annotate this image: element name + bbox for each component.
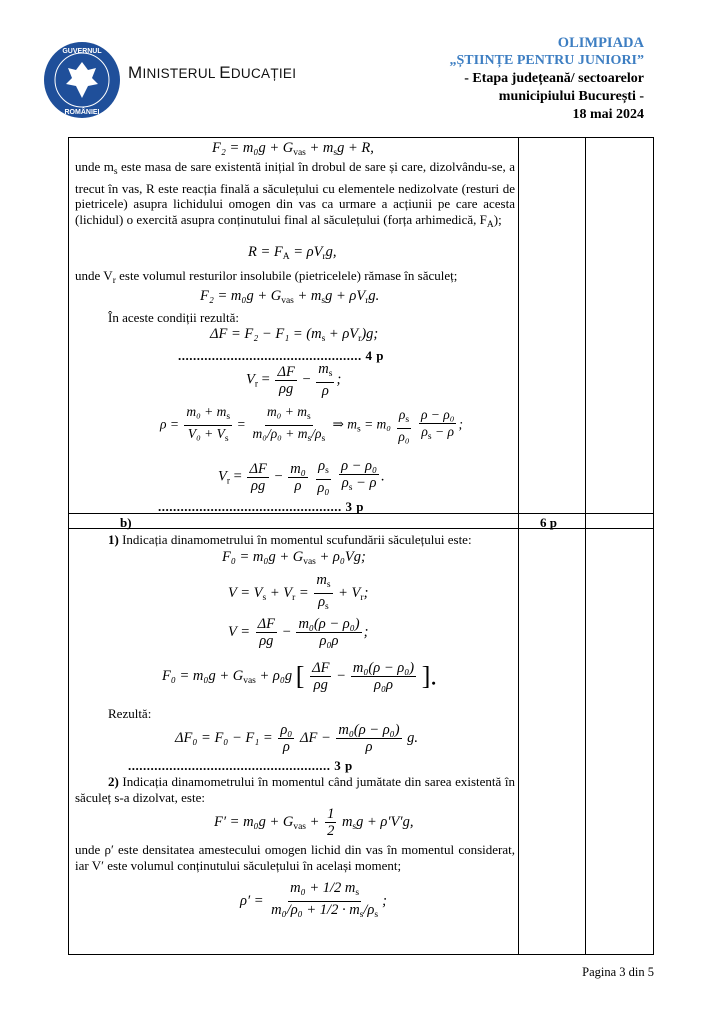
equation-f-prime: $F' = m_0g + G_{vas}$ + $\frac{1}{2}$ $m_sg + \rho'V'g$,	[214, 806, 414, 839]
paragraph-mixture-density: unde ρ′ este densitatea amestecului omogen lichid din vas în momentul considerat, iar V′ este volumul conținutului săculețului în același moment;	[75, 842, 515, 873]
exam-date: 18 mai 2024	[572, 107, 644, 122]
stage-line-1: - Etapa județeană/ sectoarelor	[464, 71, 644, 86]
equation-delta-f0: ΔF₀ = F₀ − F₁ = $\frac{\text{ρ₀}}{\rho}$ ΔF − $\frac{\text{m₀(ρ − ρ₀)}}{\rho}$ g.	[175, 722, 419, 755]
row-points-b: 6 p	[540, 515, 557, 530]
text-in-these-conditions: În aceste condiții rezultă:	[108, 310, 240, 325]
table-border-bottom	[68, 954, 654, 955]
svg-text:GUVERNUL: GUVERNUL	[62, 48, 102, 55]
equation-f2-full: $F_2 = m_0g + G_{vas} + m_sg + \rho V_rg$.	[200, 288, 380, 306]
paragraph-dynamometer-immersion: 1) Indicația dinamometrului în momentul scufundării săculețului este:	[108, 532, 472, 547]
equation-delta-f: $\Delta F = F_2 - F_1 = (m_s + \rho V_r)g$;	[210, 326, 379, 344]
government-seal-logo	[42, 40, 122, 120]
ministry-name: MINISTERUL EDUCAȚIEI	[128, 63, 297, 82]
page-number: Pagina 3 din 5	[582, 965, 654, 979]
table-border-top	[68, 137, 654, 138]
table-border-right	[653, 137, 654, 955]
text-result: Rezultă:	[108, 706, 152, 721]
equation-density-rho: ρ = $\frac{m_0 + m_s}{V_0 + V_s}$ = $\frac{m_0 + m_s}{m_0/\rho_0 + m_s/\rho_s}$ ⇒ $m_s = m_0$ $\frac{\rho_s}{\text{ρ₀}}$ $\frac{\text{ρ − ρ₀}}{\rho_s - \rho}$ ;	[160, 404, 463, 444]
stage-line-2: municipiului București -	[498, 89, 644, 104]
paragraph-insoluble-volume: unde $V_r$ este volumul resturilor insolubile (pietricelele) rămase în săculeț;	[75, 268, 458, 286]
olympiad-title: OLIMPIADA	[557, 35, 644, 51]
row-label-b: b)	[120, 515, 132, 530]
equation-f2: $F_2 = m_0g + G_{vas} + m_sg + R$,	[212, 140, 374, 158]
equation-rho-prime: ρ′ = $\frac{m_0 + 1/2 m_s}{m_0/\rho_0 + 1/2 \cdot m_s/\rho_s}$ ;	[240, 880, 387, 920]
paragraph-half-dissolved: 2) Indicația dinamometrului în momentul când jumătate din sarea existentă în săculeț s-a dizolvat, este:	[75, 774, 515, 805]
table-border-left	[68, 137, 69, 955]
equation-reaction: $R = F_A = \rho V_rg$,	[248, 244, 337, 262]
score-4p: ................................................. 4 p	[178, 348, 384, 363]
equation-volume-v: $V = V_s + V_r$ = $\frac{m_s}{\rho_s}$ + $V_r$;	[228, 572, 369, 612]
olympiad-subtitle: „ȘTIINȚE PENTRU JUNIORI”	[449, 53, 644, 68]
olympiad-header	[344, 34, 644, 124]
table-divider-1	[518, 137, 519, 955]
equation-f0-expanded: $F_0 = m_0g + G_{vas} + \rho_0g$ [ $\frac{\Delta F}{\rho g}$ − $\frac{\text{m₀(ρ − ρ₀)}}{\text{ρ₀ρ}}$ ].	[162, 660, 437, 693]
equation-volume-v2: V = $\frac{\Delta F}{\rho g}$ − $\frac{\text{m₀(ρ − ρ₀)}}{\text{ρ₀ρ}}$ ;	[228, 616, 369, 649]
svg-text:ROMÂNIEI: ROMÂNIEI	[64, 109, 100, 116]
table-divider-2	[585, 137, 586, 955]
equation-vr: $V_r$ = $\frac{\Delta F}{\rho g}$ − $\frac{m_s}{\rho}$ ;	[246, 361, 342, 399]
row-separator-2	[68, 528, 654, 529]
equation-vr-final: $V_r$ = $\frac{\Delta F}{\rho g}$ − $\frac{\text{m₀}}{\rho}$ $\frac{\rho_s}{\text{ρ₀}}$ $\frac{\text{ρ − ρ₀}}{\rho_s - \rho}$ .	[218, 458, 385, 496]
score-3p-a: ................................................. 3 p	[158, 499, 364, 514]
equation-f0: $F_0 = m_0g + G_{vas} + \rho_0Vg$;	[222, 549, 366, 567]
score-3p-b: ...................................................... 3 p	[128, 758, 353, 773]
paragraph-salt-mass: unde $m_s$ este masa de sare existentă inițial în drobul de sare și care, dizolvându-se, a trecut în vas, R este reacția finală a săculețului cu elementele nedizolvate (resturi de pietricele) asupra lichidului omogen din vas ca urmare a acțiunii pe care acesta (lichidul) o exercită asupra conținutului final al săculețului (forța arhimedică, $F_A$);	[75, 159, 515, 230]
